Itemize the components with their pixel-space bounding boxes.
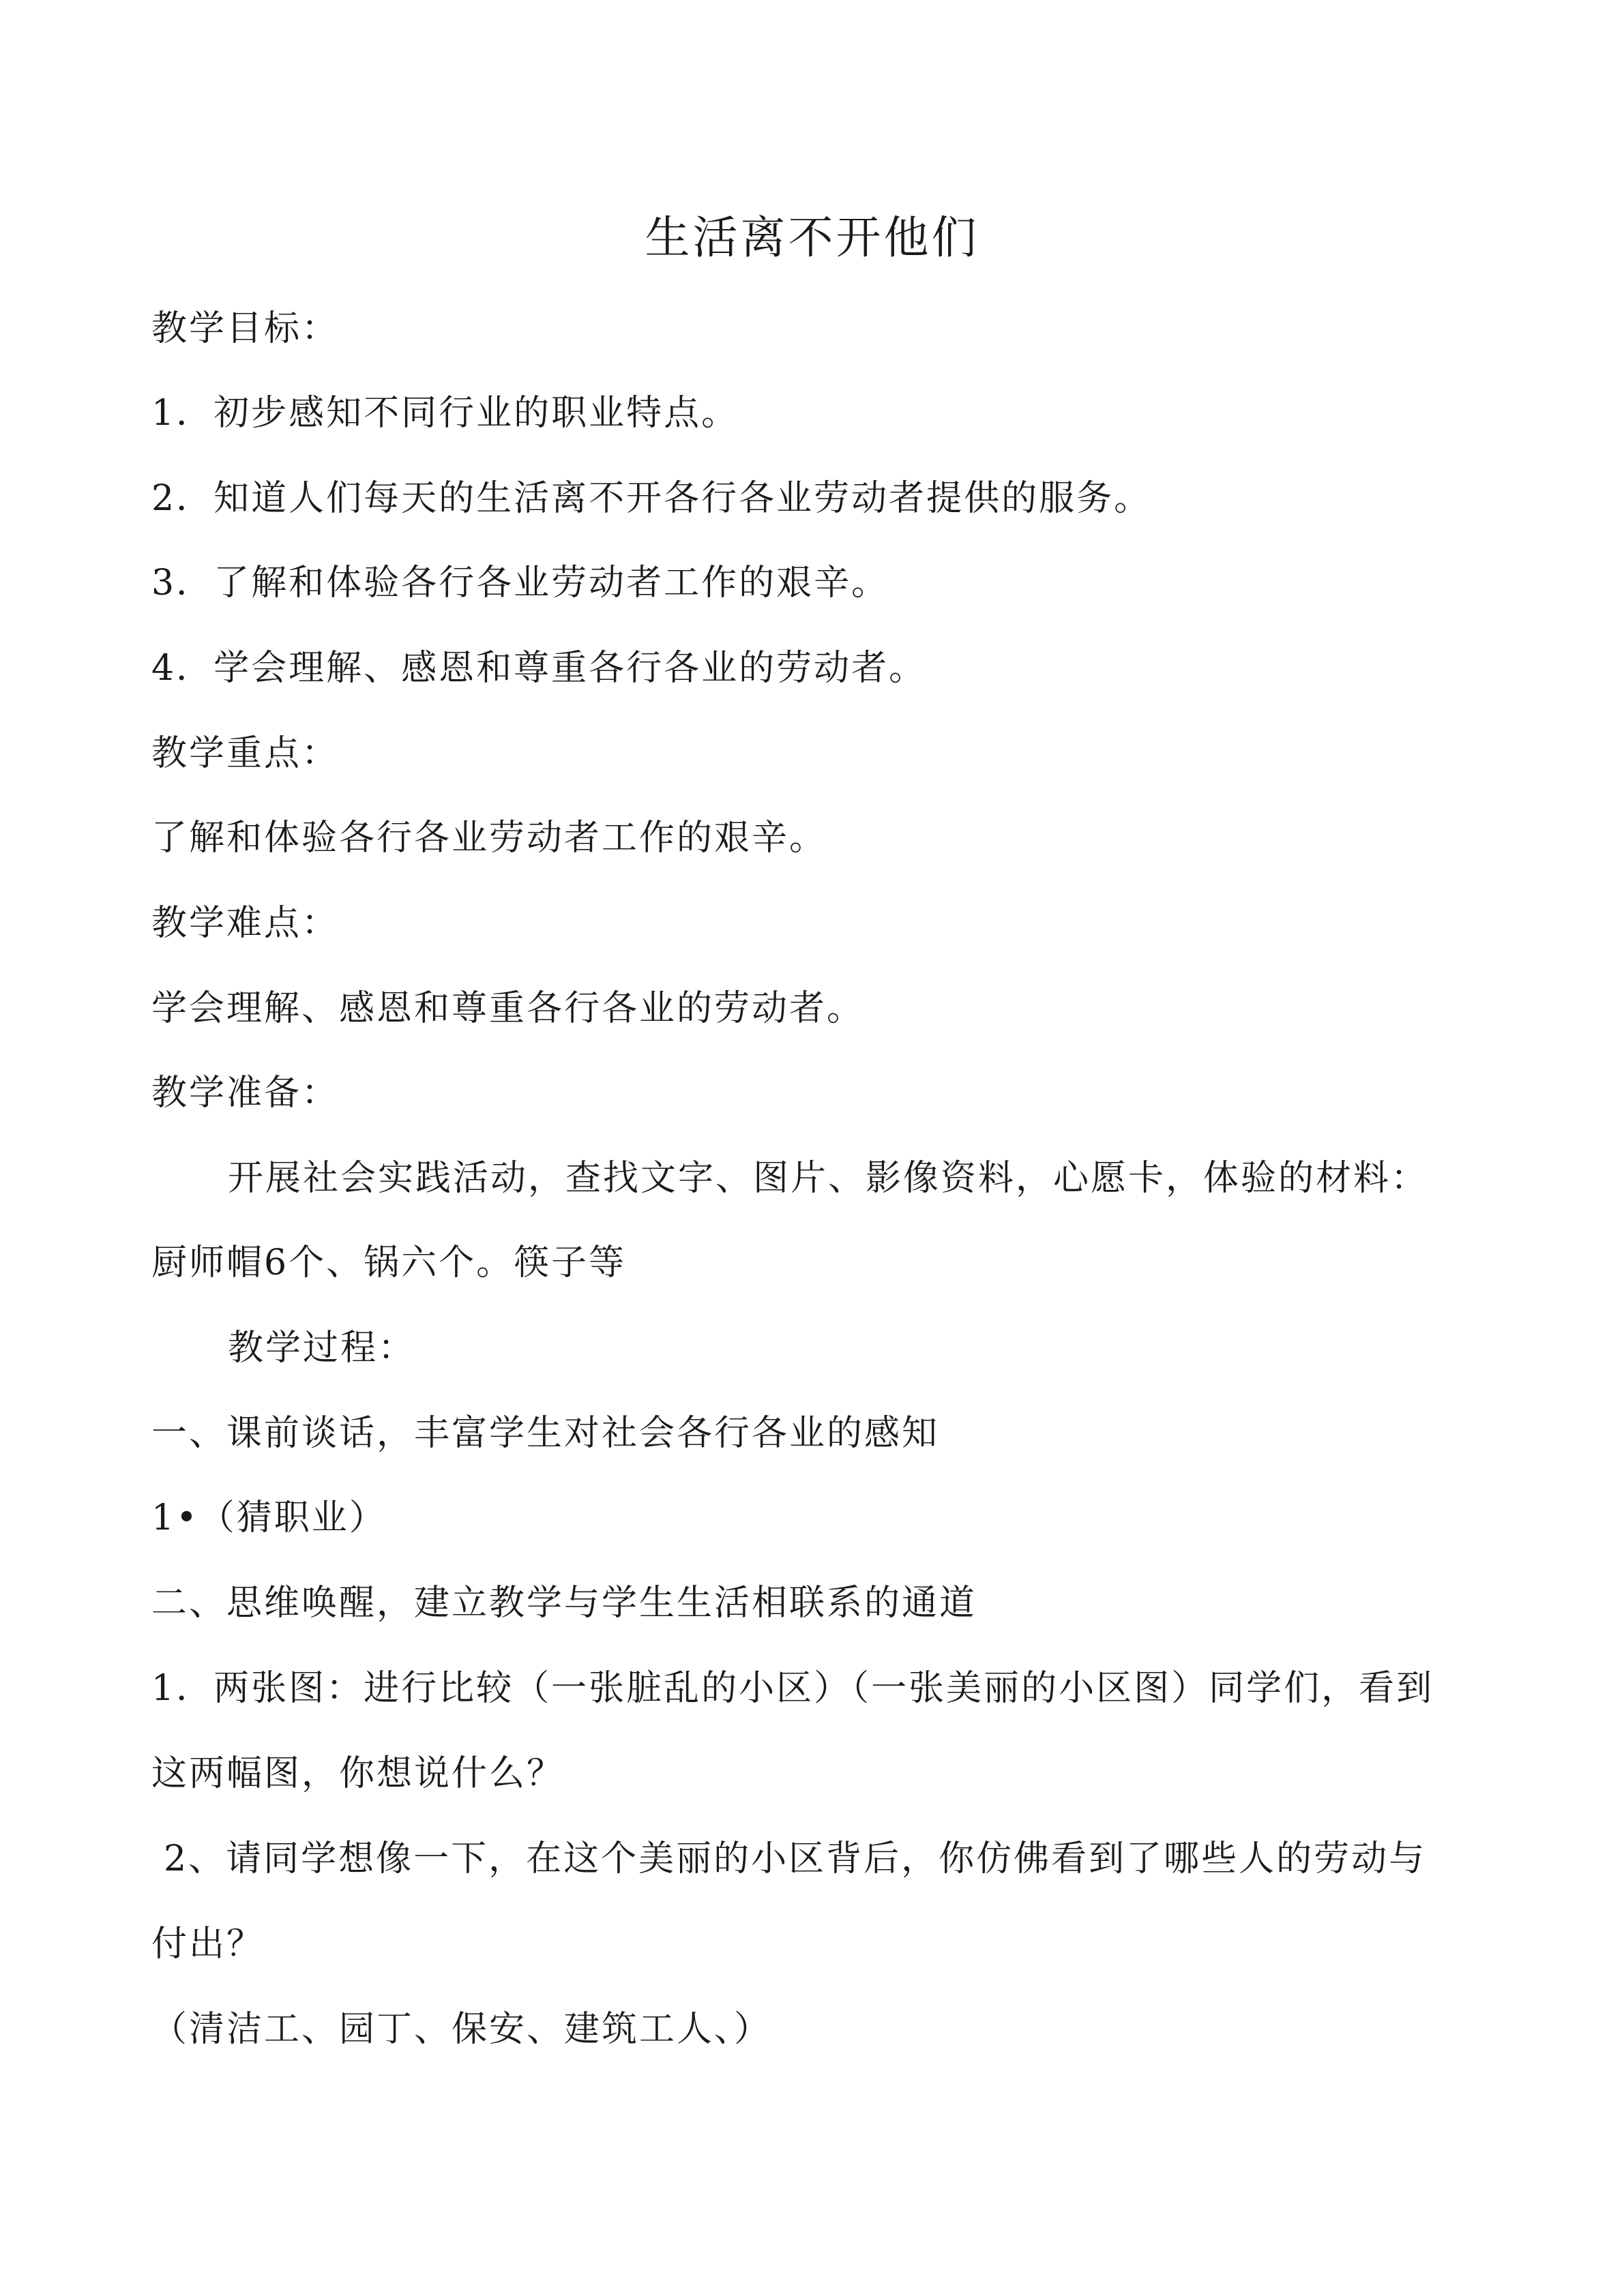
process-heading: 教学过程： <box>228 1328 416 1369</box>
section-2-item-2-line-1: 2、请同学想像一下，在这个美丽的小区背后，你仿佛看到了哪些人的劳动与 <box>164 1838 1427 1879</box>
document-title: 生活离不开他们 <box>645 211 979 264</box>
section-2-item-1-line-2: 这两幅图，你想说什么？ <box>151 1753 565 1794</box>
objectives-heading: 教学目标： <box>151 308 340 349</box>
section-2-heading: 二、思维唤醒，建立教学与学生生活相联系的通道 <box>151 1583 977 1624</box>
difficulty-heading: 教学难点： <box>151 903 340 944</box>
section-2-item-2-line-2: 付出？ <box>151 1924 265 1965</box>
objective-1: 1．初步感知不同行业的职业特点。 <box>151 393 739 434</box>
objective-4: 4．学会理解、感恩和尊重各行各业的劳动者。 <box>151 648 927 689</box>
preparation-heading: 教学准备： <box>151 1073 340 1114</box>
section-1-heading: 一、课前谈话，丰富学生对社会各行各业的感知 <box>151 1413 940 1454</box>
key-points-heading: 教学重点： <box>151 733 340 774</box>
objective-3: 3．了解和体验各行各业劳动者工作的艰辛。 <box>151 563 889 603</box>
section-1-item-1: 1•（猜职业） <box>151 1497 387 1538</box>
section-2-item-2-line-3: （清洁工、园丁、保安、建筑工人、） <box>151 2009 772 2050</box>
section-2-item-1-line-1: 1．两张图：进行比较（一张脏乱的小区）（一张美丽的小区图）同学们，看到 <box>151 1668 1434 1709</box>
key-points-text: 了解和体验各行各业劳动者工作的艰辛。 <box>151 818 827 859</box>
difficulty-text: 学会理解、感恩和尊重各行各业的劳动者。 <box>151 988 865 1029</box>
objective-2: 2．知道人们每天的生活离不开各行各业劳动者提供的服务。 <box>151 478 1152 519</box>
preparation-text-line-1: 开展社会实践活动，查找文字、图片、影像资料，心愿卡，体验的材料： <box>228 1158 1429 1199</box>
preparation-text-line-2: 厨师帽6个、锅六个。筷子等 <box>151 1242 627 1283</box>
